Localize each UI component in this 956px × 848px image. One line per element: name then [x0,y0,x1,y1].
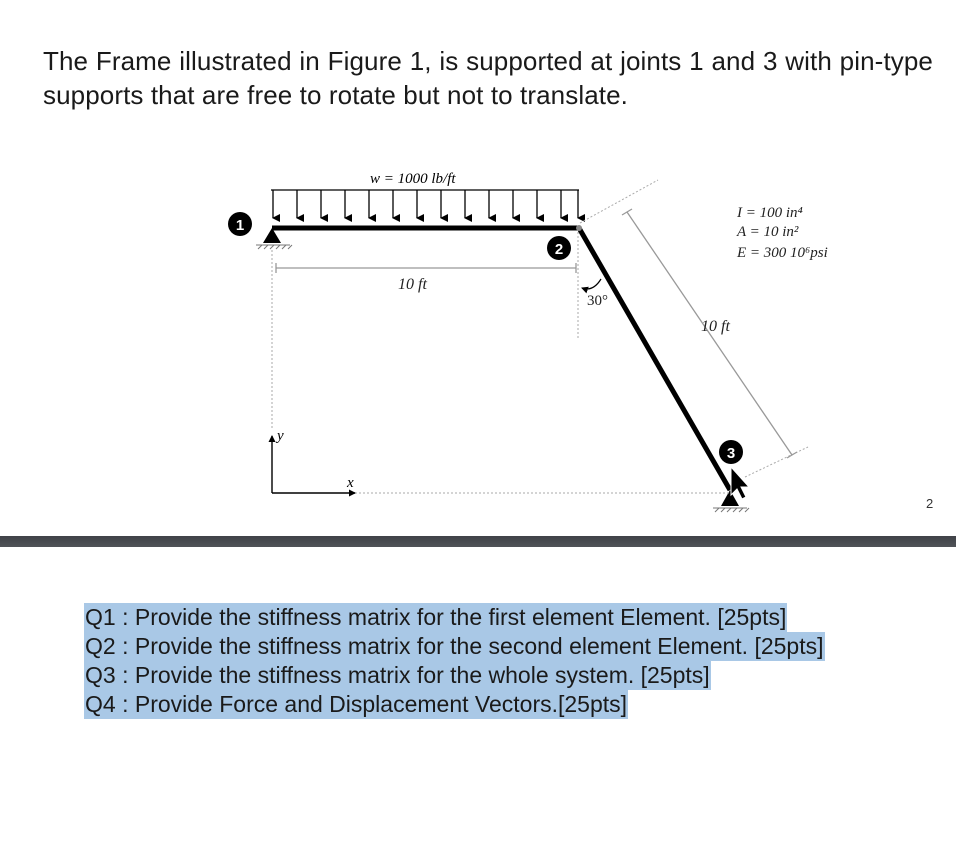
element-2-inclined [579,228,730,490]
member-length-label: 10 ft [701,318,730,335]
joint-2-marker [547,236,571,260]
coordinate-axes [272,436,355,493]
joint-2-label: 2 [554,241,564,258]
mouse-cursor-icon [731,467,749,499]
questions-list [85,603,825,719]
pin-support-joint-1 [256,228,292,249]
joint-1-marker [228,212,252,236]
distributed-load [271,190,579,218]
y-axis-label: y [277,428,284,444]
question-4: Q4 : Provide Force and Displacement Vectors.[25pts] [85,691,628,717]
joint-3-marker [719,440,743,464]
question-1: Q1 : Provide the stiffness matrix for the first element Element. [25pts] [85,604,787,630]
span-label: 10 ft [398,276,427,293]
question-2: Q2 : Provide the stiffness matrix for the second element Element. [25pts] [85,633,824,659]
load-label: w = 1000 lb/ft [370,171,456,187]
property-modulus: E = 300 10⁶psi [737,245,828,261]
angle-arc [582,279,601,289]
joint-3-label: 3 [726,445,736,462]
property-inertia: I = 100 in⁴ [737,205,803,221]
intro-paragraph: The Frame illustrated in Figure 1, is supported at joints 1 and 3 with pin-type supports that are free to rotate but not to translate. [43,46,933,110]
x-axis-label: x [347,475,354,491]
span-dimension [276,263,576,273]
angle-label: 30° [587,293,608,309]
page-divider [0,536,956,547]
question-3: Q3 : Provide the stiffness matrix for the whole system. [25pts] [85,662,710,688]
property-area: A = 10 in² [737,224,799,240]
page-number: 2 [926,496,934,511]
joint-1-label: 1 [235,217,245,234]
